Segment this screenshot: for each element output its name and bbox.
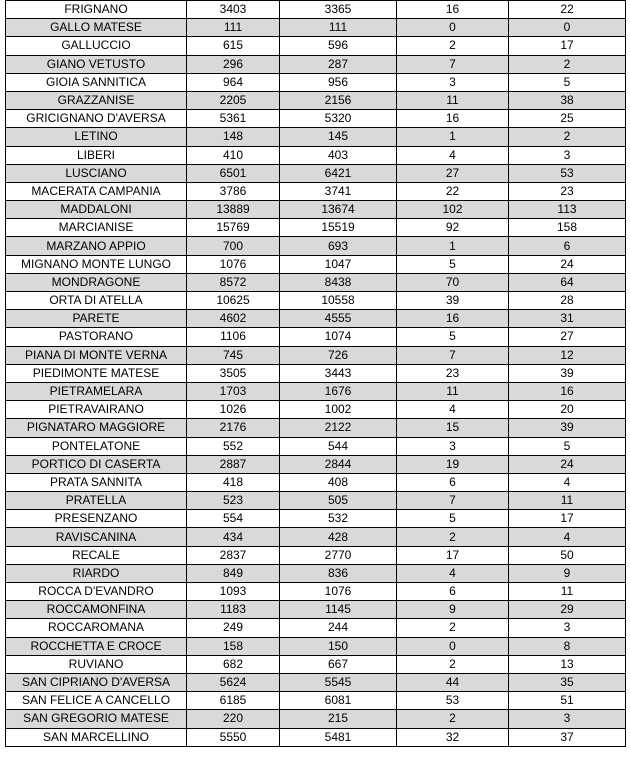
- cell-value-1: 3505: [187, 364, 280, 382]
- cell-value-3: 2: [397, 655, 509, 673]
- cell-value-2: 956: [280, 73, 397, 91]
- table-row: [6, 728, 626, 746]
- cell-value-2: 693: [280, 237, 397, 255]
- cell-value-3: 17: [397, 546, 509, 564]
- cell-value-2: 667: [280, 655, 397, 673]
- cell-municipality: SAN MARCELLINO: [6, 728, 187, 746]
- municipality-table: [5, 0, 626, 747]
- cell-municipality: LIBERI: [6, 146, 187, 164]
- cell-municipality: PIETRAMELARA: [6, 382, 187, 400]
- cell-value-3: 7: [397, 346, 509, 364]
- cell-value-4: 158: [509, 219, 626, 237]
- cell-value-3: 6: [397, 473, 509, 491]
- cell-value-4: 3: [509, 619, 626, 637]
- table-row: [6, 182, 626, 200]
- table-row: [6, 164, 626, 182]
- cell-value-2: 2122: [280, 419, 397, 437]
- cell-value-3: 3: [397, 437, 509, 455]
- table-row: [6, 583, 626, 601]
- cell-value-1: 158: [187, 637, 280, 655]
- cell-value-1: 249: [187, 619, 280, 637]
- cell-value-4: 22: [509, 1, 626, 19]
- cell-value-1: 4602: [187, 310, 280, 328]
- cell-value-2: 111: [280, 19, 397, 37]
- cell-value-1: 3403: [187, 1, 280, 19]
- table-row: [6, 310, 626, 328]
- cell-value-1: 5361: [187, 110, 280, 128]
- cell-municipality: MARZANO APPIO: [6, 237, 187, 255]
- cell-value-4: 2: [509, 128, 626, 146]
- cell-value-3: 4: [397, 564, 509, 582]
- cell-value-2: 726: [280, 346, 397, 364]
- cell-municipality: PIGNATARO MAGGIORE: [6, 419, 187, 437]
- table-row: [6, 1, 626, 19]
- cell-value-1: 682: [187, 655, 280, 673]
- cell-value-1: 615: [187, 37, 280, 55]
- cell-value-2: 15519: [280, 219, 397, 237]
- cell-value-4: 64: [509, 273, 626, 291]
- cell-value-3: 92: [397, 219, 509, 237]
- cell-value-4: 31: [509, 310, 626, 328]
- cell-value-4: 4: [509, 473, 626, 491]
- cell-municipality: ROCCHETTA E CROCE: [6, 637, 187, 655]
- cell-municipality: ROCCAROMANA: [6, 619, 187, 637]
- cell-value-4: 20: [509, 401, 626, 419]
- table-row: [6, 437, 626, 455]
- cell-municipality: GIOIA SANNITICA: [6, 73, 187, 91]
- cell-value-1: 964: [187, 73, 280, 91]
- cell-municipality: RECALE: [6, 546, 187, 564]
- cell-value-2: 150: [280, 637, 397, 655]
- cell-value-3: 32: [397, 728, 509, 746]
- cell-value-4: 3: [509, 146, 626, 164]
- table-row: [6, 619, 626, 637]
- cell-value-4: 4: [509, 528, 626, 546]
- table-row: [6, 637, 626, 655]
- cell-municipality: PRATA SANNITA: [6, 473, 187, 491]
- cell-municipality: RUVIANO: [6, 655, 187, 673]
- cell-value-4: 39: [509, 419, 626, 437]
- table-row: [6, 328, 626, 346]
- cell-municipality: MADDALONI: [6, 201, 187, 219]
- cell-value-3: 3: [397, 73, 509, 91]
- cell-municipality: LETINO: [6, 128, 187, 146]
- cell-value-1: 6185: [187, 692, 280, 710]
- table-row: [6, 473, 626, 491]
- cell-municipality: PIEDIMONTE MATESE: [6, 364, 187, 382]
- cell-value-2: 532: [280, 510, 397, 528]
- cell-value-4: 9: [509, 564, 626, 582]
- cell-value-4: 11: [509, 492, 626, 510]
- cell-value-2: 596: [280, 37, 397, 55]
- cell-municipality: PRATELLA: [6, 492, 187, 510]
- table-row: [6, 219, 626, 237]
- cell-value-1: 434: [187, 528, 280, 546]
- table-row: [6, 673, 626, 691]
- cell-value-3: 22: [397, 182, 509, 200]
- cell-value-4: 12: [509, 346, 626, 364]
- cell-value-2: 3365: [280, 1, 397, 19]
- table-row: [6, 255, 626, 273]
- cell-value-3: 16: [397, 1, 509, 19]
- table-row: [6, 201, 626, 219]
- table-row: [6, 128, 626, 146]
- table-row: [6, 146, 626, 164]
- cell-value-3: 2: [397, 710, 509, 728]
- cell-value-2: 505: [280, 492, 397, 510]
- cell-value-1: 2205: [187, 91, 280, 109]
- cell-value-3: 1: [397, 237, 509, 255]
- cell-value-1: 6501: [187, 164, 280, 182]
- cell-value-1: 700: [187, 237, 280, 255]
- cell-value-3: 70: [397, 273, 509, 291]
- cell-value-4: 6: [509, 237, 626, 255]
- cell-value-2: 1074: [280, 328, 397, 346]
- cell-value-4: 37: [509, 728, 626, 746]
- table-row: [6, 364, 626, 382]
- cell-value-3: 102: [397, 201, 509, 219]
- cell-value-1: 13889: [187, 201, 280, 219]
- cell-municipality: MONDRAGONE: [6, 273, 187, 291]
- cell-value-1: 15769: [187, 219, 280, 237]
- cell-value-4: 23: [509, 182, 626, 200]
- cell-value-1: 552: [187, 437, 280, 455]
- cell-value-2: 2844: [280, 455, 397, 473]
- cell-value-2: 1145: [280, 601, 397, 619]
- cell-value-3: 6: [397, 583, 509, 601]
- table-row: [6, 37, 626, 55]
- cell-value-3: 11: [397, 382, 509, 400]
- cell-municipality: PRESENZANO: [6, 510, 187, 528]
- data-sheet: [5, 0, 625, 747]
- cell-value-2: 836: [280, 564, 397, 582]
- cell-value-3: 16: [397, 110, 509, 128]
- cell-value-1: 111: [187, 19, 280, 37]
- cell-value-1: 1093: [187, 583, 280, 601]
- cell-value-1: 5550: [187, 728, 280, 746]
- cell-municipality: PONTELATONE: [6, 437, 187, 455]
- cell-municipality: MIGNANO MONTE LUNGO: [6, 255, 187, 273]
- cell-value-2: 8438: [280, 273, 397, 291]
- cell-value-4: 27: [509, 328, 626, 346]
- cell-value-2: 215: [280, 710, 397, 728]
- cell-value-1: 1026: [187, 401, 280, 419]
- cell-value-2: 3741: [280, 182, 397, 200]
- cell-value-1: 220: [187, 710, 280, 728]
- cell-value-1: 1106: [187, 328, 280, 346]
- cell-value-4: 2: [509, 55, 626, 73]
- cell-value-2: 428: [280, 528, 397, 546]
- cell-value-4: 25: [509, 110, 626, 128]
- table-row: [6, 601, 626, 619]
- cell-value-4: 28: [509, 292, 626, 310]
- cell-municipality: GALLUCCIO: [6, 37, 187, 55]
- cell-value-1: 745: [187, 346, 280, 364]
- cell-municipality: MARCIANISE: [6, 219, 187, 237]
- cell-value-2: 145: [280, 128, 397, 146]
- table-row: [6, 55, 626, 73]
- cell-value-3: 4: [397, 146, 509, 164]
- cell-value-1: 10625: [187, 292, 280, 310]
- table-row: [6, 19, 626, 37]
- table-row: [6, 710, 626, 728]
- cell-value-4: 24: [509, 255, 626, 273]
- cell-value-4: 5: [509, 73, 626, 91]
- cell-value-4: 17: [509, 37, 626, 55]
- cell-value-3: 5: [397, 255, 509, 273]
- cell-value-4: 11: [509, 583, 626, 601]
- cell-municipality: RAVISCANINA: [6, 528, 187, 546]
- cell-value-2: 408: [280, 473, 397, 491]
- table-row: [6, 528, 626, 546]
- cell-value-4: 53: [509, 164, 626, 182]
- cell-municipality: SAN CIPRIANO D'AVERSA: [6, 673, 187, 691]
- cell-value-1: 554: [187, 510, 280, 528]
- cell-value-4: 113: [509, 201, 626, 219]
- table-row: [6, 455, 626, 473]
- cell-value-3: 16: [397, 310, 509, 328]
- cell-value-2: 10558: [280, 292, 397, 310]
- cell-value-1: 296: [187, 55, 280, 73]
- cell-value-3: 15: [397, 419, 509, 437]
- cell-value-2: 6081: [280, 692, 397, 710]
- table-body: [6, 1, 626, 747]
- cell-value-4: 3: [509, 710, 626, 728]
- cell-value-2: 13674: [280, 201, 397, 219]
- table-row: [6, 346, 626, 364]
- table-row: [6, 492, 626, 510]
- table-row: [6, 692, 626, 710]
- cell-value-2: 1002: [280, 401, 397, 419]
- cell-value-4: 5: [509, 437, 626, 455]
- cell-municipality: MACERATA CAMPANIA: [6, 182, 187, 200]
- cell-value-1: 1703: [187, 382, 280, 400]
- table-row: [6, 419, 626, 437]
- cell-municipality: SAN FELICE A CANCELLO: [6, 692, 187, 710]
- cell-value-4: 13: [509, 655, 626, 673]
- cell-value-4: 39: [509, 364, 626, 382]
- cell-value-2: 544: [280, 437, 397, 455]
- table-row: [6, 91, 626, 109]
- cell-value-3: 11: [397, 91, 509, 109]
- cell-value-3: 53: [397, 692, 509, 710]
- cell-value-1: 523: [187, 492, 280, 510]
- cell-municipality: PIANA DI MONTE VERNA: [6, 346, 187, 364]
- cell-value-3: 2: [397, 619, 509, 637]
- cell-value-3: 5: [397, 328, 509, 346]
- cell-municipality: ORTA DI ATELLA: [6, 292, 187, 310]
- cell-value-1: 2887: [187, 455, 280, 473]
- cell-value-4: 51: [509, 692, 626, 710]
- cell-value-3: 5: [397, 510, 509, 528]
- table-row: [6, 401, 626, 419]
- table-row: [6, 655, 626, 673]
- cell-value-2: 1047: [280, 255, 397, 273]
- cell-municipality: ROCCAMONFINA: [6, 601, 187, 619]
- cell-value-2: 1076: [280, 583, 397, 601]
- cell-value-3: 19: [397, 455, 509, 473]
- cell-value-3: 7: [397, 55, 509, 73]
- table-row: [6, 110, 626, 128]
- cell-value-3: 7: [397, 492, 509, 510]
- cell-value-2: 287: [280, 55, 397, 73]
- table-row: [6, 292, 626, 310]
- table-row: [6, 237, 626, 255]
- cell-value-2: 5545: [280, 673, 397, 691]
- cell-value-1: 849: [187, 564, 280, 582]
- cell-municipality: GRAZZANISE: [6, 91, 187, 109]
- cell-value-4: 29: [509, 601, 626, 619]
- cell-municipality: GRICIGNANO D'AVERSA: [6, 110, 187, 128]
- cell-value-3: 23: [397, 364, 509, 382]
- cell-municipality: GIANO VETUSTO: [6, 55, 187, 73]
- cell-value-2: 3443: [280, 364, 397, 382]
- cell-value-4: 38: [509, 91, 626, 109]
- table-row: [6, 564, 626, 582]
- cell-value-2: 403: [280, 146, 397, 164]
- cell-value-2: 2156: [280, 91, 397, 109]
- cell-value-4: 0: [509, 19, 626, 37]
- cell-municipality: ROCCA D'EVANDRO: [6, 583, 187, 601]
- cell-municipality: PASTORANO: [6, 328, 187, 346]
- table-row: [6, 382, 626, 400]
- cell-value-1: 2837: [187, 546, 280, 564]
- cell-municipality: PORTICO DI CASERTA: [6, 455, 187, 473]
- cell-value-2: 5320: [280, 110, 397, 128]
- cell-value-2: 5481: [280, 728, 397, 746]
- table-row: [6, 510, 626, 528]
- cell-value-2: 2770: [280, 546, 397, 564]
- cell-value-3: 1: [397, 128, 509, 146]
- cell-value-1: 410: [187, 146, 280, 164]
- cell-municipality: RIARDO: [6, 564, 187, 582]
- cell-municipality: PARETE: [6, 310, 187, 328]
- cell-value-1: 3786: [187, 182, 280, 200]
- cell-value-4: 24: [509, 455, 626, 473]
- cell-value-3: 2: [397, 528, 509, 546]
- cell-value-3: 27: [397, 164, 509, 182]
- cell-value-3: 44: [397, 673, 509, 691]
- cell-municipality: PIETRAVAIRANO: [6, 401, 187, 419]
- cell-municipality: GALLO MATESE: [6, 19, 187, 37]
- table-row: [6, 546, 626, 564]
- cell-value-4: 17: [509, 510, 626, 528]
- cell-value-4: 16: [509, 382, 626, 400]
- cell-value-1: 148: [187, 128, 280, 146]
- cell-value-2: 244: [280, 619, 397, 637]
- cell-value-1: 1183: [187, 601, 280, 619]
- cell-value-2: 6421: [280, 164, 397, 182]
- table-row: [6, 273, 626, 291]
- cell-value-4: 35: [509, 673, 626, 691]
- cell-value-3: 39: [397, 292, 509, 310]
- cell-value-4: 50: [509, 546, 626, 564]
- cell-value-1: 2176: [187, 419, 280, 437]
- cell-value-1: 8572: [187, 273, 280, 291]
- cell-municipality: LUSCIANO: [6, 164, 187, 182]
- cell-value-3: 0: [397, 637, 509, 655]
- table-row: [6, 73, 626, 91]
- cell-value-3: 9: [397, 601, 509, 619]
- cell-value-2: 1676: [280, 382, 397, 400]
- cell-value-2: 4555: [280, 310, 397, 328]
- cell-value-3: 4: [397, 401, 509, 419]
- cell-value-3: 0: [397, 19, 509, 37]
- cell-value-1: 1076: [187, 255, 280, 273]
- cell-value-1: 5624: [187, 673, 280, 691]
- cell-value-4: 8: [509, 637, 626, 655]
- cell-municipality: FRIGNANO: [6, 1, 187, 19]
- cell-value-1: 418: [187, 473, 280, 491]
- cell-value-3: 2: [397, 37, 509, 55]
- cell-municipality: SAN GREGORIO MATESE: [6, 710, 187, 728]
